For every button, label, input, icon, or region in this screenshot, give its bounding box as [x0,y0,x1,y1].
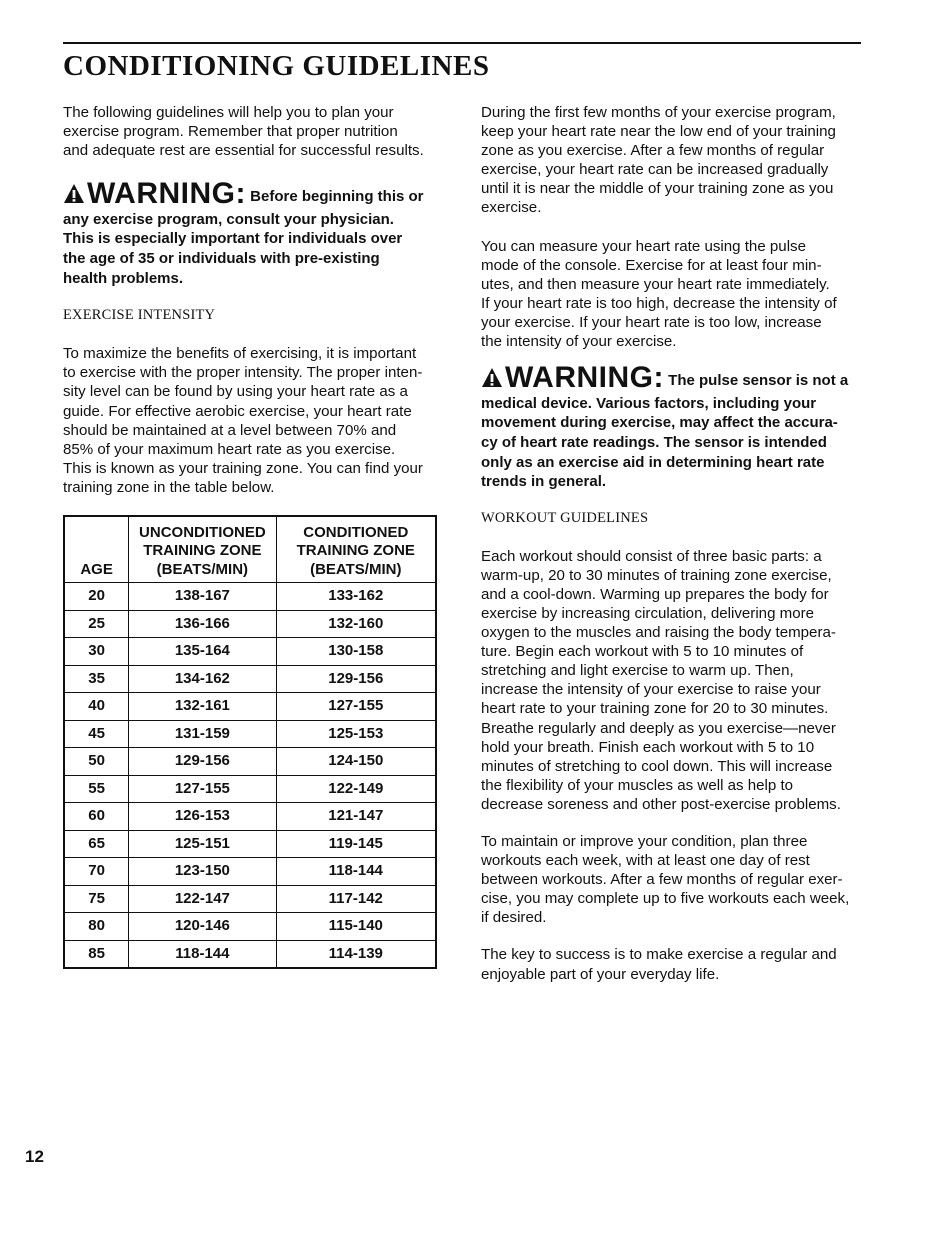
age-cell: 70 [64,858,129,886]
warning-triangle-icon [481,367,503,394]
table-row [64,720,436,748]
warning-label: WARNING: [87,177,246,211]
age-cell: 55 [64,775,129,803]
table-row [64,775,436,803]
table-row [64,913,436,941]
key-to-success-paragraph: The key to success is to make exercise a regular and enjoyable part of your everyday life. [481,946,837,983]
warning-pulse-sensor: WARNING: The pulse sensor is not a medical device. Various factors, including your movement during exercise, may affect the accura- cy of heart rate readings. The sensor is intended only as an exercise aid in determining heart rate trends in general. [481,361,849,491]
table-row [64,858,436,886]
conditioned-zone-cell: 122-149 [276,775,436,803]
table-row [64,583,436,611]
unconditioned-zone-cell: 138-167 [129,583,276,611]
warning-age: WARNING: Before beginning this or any exercise program, consult your physician. This is especially important for individuals over the age of 35 or individuals with pre-existing health problems. [63,177,424,287]
unconditioned-zone-cell: 122-147 [129,885,276,913]
workout-guidelines-heading: WORKOUT GUIDELINES [481,509,649,526]
exercise-intensity-heading: EXERCISE INTENSITY [63,307,216,324]
intensity-paragraph: To maximize the benefits of exercising, it is important to exercise with the proper intensity. The proper inten- sity level can be found by using your heart rate as a guide. For effective aerobic exercise, your heart rate should be maintained at a level between 70% and 85% of your maximum heart rate as you exercise. This is known as your training zone. You can find your training zone in the table below. [63,345,423,496]
left-column [63,103,455,969]
age-cell: 30 [64,638,129,666]
conditioned-zone-cell: 119-145 [276,830,436,858]
conditioned-zone-cell: 115-140 [276,913,436,941]
conditioned-zone-cell: 129-156 [276,665,436,693]
table-row [64,748,436,776]
unconditioned-zone-cell: 136-166 [129,610,276,638]
unconditioned-zone-cell: 135-164 [129,638,276,666]
unconditioned-zone-cell: 134-162 [129,665,276,693]
conditioned-zone-cell: 117-142 [276,885,436,913]
unconditioned-zone-cell: 123-150 [129,858,276,886]
table-row [64,665,436,693]
header-conditioned: CONDITIONED TRAINING ZONE (BEATS/MIN) [276,516,436,583]
age-cell: 20 [64,583,129,611]
first-months-paragraph: During the first few months of your exercise program, keep your heart rate near the low end of your training zone as you exercise. After a few months of regular exercise, your heart rate can be increased gradually until it is near the middle of your training zone as you exercise. [481,104,836,217]
right-column [481,103,873,984]
conditioned-zone-cell: 124-150 [276,748,436,776]
age-cell: 65 [64,830,129,858]
conditioned-zone-cell: 125-153 [276,720,436,748]
maintain-paragraph: To maintain or improve your condition, plan three workouts each week, with at least one day of rest between workouts. After a few months of regular exer- cise, you may complete up to five workouts each week, if desired. [481,833,850,927]
conditioned-zone-cell: 121-147 [276,803,436,831]
heart-rate-table [63,515,437,969]
age-cell: 35 [64,665,129,693]
unconditioned-zone-cell: 120-146 [129,913,276,941]
table-row [64,638,436,666]
conditioned-zone-cell: 133-162 [276,583,436,611]
warning-label: WARNING: [505,361,664,395]
conditioned-zone-cell: 127-155 [276,693,436,721]
table-row [64,693,436,721]
unconditioned-zone-cell: 129-156 [129,748,276,776]
intro-paragraph: The following guidelines will help you to plan your exercise program. Remember that proper nutrition and adequate rest are essential for successful results. [63,104,424,160]
measure-paragraph: You can measure your heart rate using the pulse mode of the console. Exercise for at least four min- utes, and then measure your heart rate immediately. If your heart rate is too high, decrease the intensity of your exercise. If your heart rate is too low, increase the intensity of your exercise. [481,237,837,351]
age-cell: 75 [64,885,129,913]
age-cell: 25 [64,610,129,638]
top-rule [63,42,861,44]
unconditioned-zone-cell: 118-144 [129,940,276,968]
conditioned-zone-cell: 132-160 [276,610,436,638]
conditioned-zone-cell: 118-144 [276,858,436,886]
page-title: CONDITIONING GUIDELINES [63,50,490,82]
unconditioned-zone-cell: 126-153 [129,803,276,831]
unconditioned-zone-cell: 131-159 [129,720,276,748]
unconditioned-zone-cell: 127-155 [129,775,276,803]
unconditioned-zone-cell: 132-161 [129,693,276,721]
age-cell: 80 [64,913,129,941]
page-number: 12 [25,1147,44,1166]
table-row [64,940,436,968]
age-cell: 85 [64,940,129,968]
table-body [64,583,436,969]
age-cell: 60 [64,803,129,831]
table-header-row [64,516,436,583]
table-row [64,610,436,638]
table-row [64,830,436,858]
workout-paragraph: Each workout should consist of three basic parts: a warm-up, 20 to 30 minutes of training zone exercise, and a cool-down. Warming up prepares the body for exercise by increasing circulation, delivering more oxygen to the muscles and raising the body tempera- ture. Begin each workout with 5 to 10 minutes of stretching and light exercise to warm up. Then, increase the intensity of your exercise to raise your heart rate to your training zone for 20 to 30 minutes. Breathe regularly and deeply as you exercise—never hold your breath. Finish each workout with 5 to 10 minutes of stretching to cool down. This will increase the flexibility of your muscles as well as help to decrease soreness and other post-exercise problems. [481,547,841,813]
conditioned-zone-cell: 130-158 [276,638,436,666]
age-cell: 40 [64,693,129,721]
header-age: AGE [64,516,129,583]
unconditioned-zone-cell: 125-151 [129,830,276,858]
table-row [64,803,436,831]
conditioned-zone-cell: 114-139 [276,940,436,968]
table-row [64,885,436,913]
age-cell: 45 [64,720,129,748]
age-cell: 50 [64,748,129,776]
warning-triangle-icon [63,183,85,210]
header-unconditioned: UNCONDITIONED TRAINING ZONE (BEATS/MIN) [129,516,276,583]
